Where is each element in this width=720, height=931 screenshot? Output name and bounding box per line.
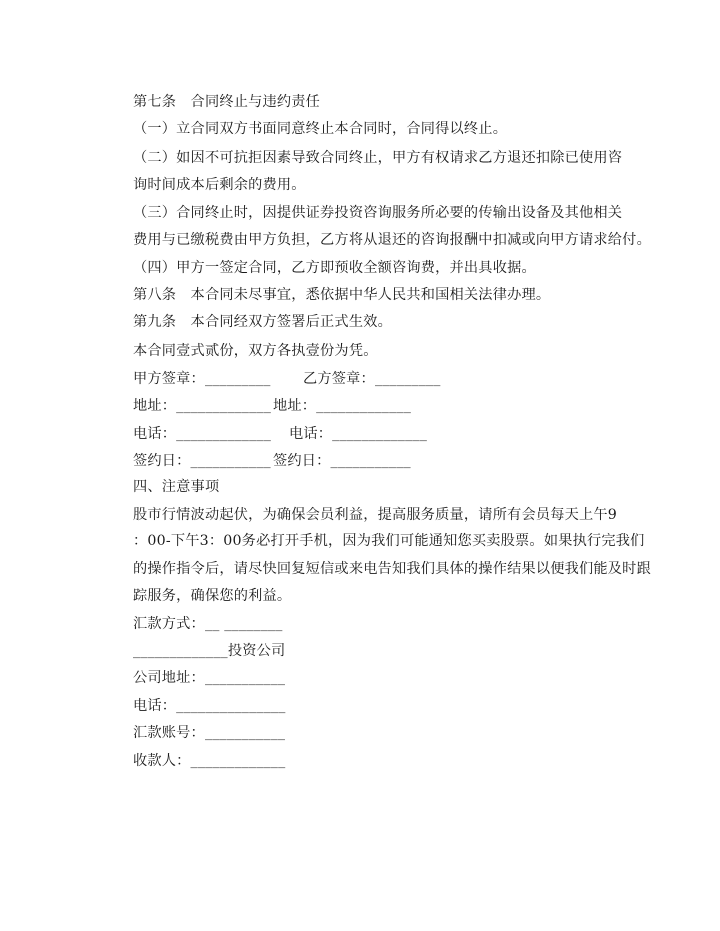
article7-item3-line2: 费用与已缴税费由甲方负担，乙方将从退还的咨询报酬中扣减或向甲方请求给付。 <box>133 232 651 248</box>
article7-item2-line1: （二）如因不可抗拒因素导致合同终止，甲方有权请求乙方退还扣除已使用咨 <box>133 150 623 166</box>
party-a-address: 地址：_____________ <box>133 398 271 414</box>
article9: 第九条 本合同经双方签署后正式生效。 <box>133 314 392 330</box>
notes-heading: 四、注意事项 <box>133 479 220 495</box>
article7-item1: （一）立合同双方书面同意终止本合同时，合同得以终止。 <box>133 121 508 137</box>
article7-item2-line2: 询时间成本后剩余的费用。 <box>133 177 306 193</box>
article7-item4: （四）甲方一签定合同，乙方即预收全额咨询费，并出具收据。 <box>133 260 536 276</box>
payment-company-address: 公司地址：___________ <box>133 670 286 686</box>
payment-method: 汇款方式：__ ________ <box>133 616 283 632</box>
party-b-sign-date: 签约日：___________ <box>273 453 411 469</box>
article7-item3-line1: （三）合同终止时，因提供证券投资咨询服务所必要的传输出设备及其他相关 <box>133 205 623 221</box>
notes-line4: 踪服务，确保您的利益。 <box>133 588 292 604</box>
article7-heading: 第七条 合同终止与违约责任 <box>133 94 321 110</box>
payment-account: 汇款账号：___________ <box>133 725 286 741</box>
payment-phone: 电话：_______________ <box>133 698 286 714</box>
copies-statement: 本合同壹式贰份，双方各执壹份为凭。 <box>133 343 378 359</box>
payment-company: _____________投资公司 <box>133 643 286 659</box>
party-a-signature: 甲方签章：_________ <box>133 371 271 387</box>
party-a-phone: 电话：_____________ <box>133 426 271 442</box>
article8: 第八条 本合同未尽事宜，悉依据中华人民共和国相关法律办理。 <box>133 287 551 303</box>
party-b-signature: 乙方签章：_________ <box>303 371 441 387</box>
notes-line2: ：00-下午3：00务必打开手机，因为我们可能通知您买卖股票。如果执行完我们 <box>133 533 645 549</box>
party-b-phone: 电话：_____________ <box>289 426 427 442</box>
payment-payee: 收款人：_____________ <box>133 753 286 769</box>
party-a-sign-date: 签约日：___________ <box>133 453 271 469</box>
notes-line1: 股市行情波动起伏，为确保会员利益，提高服务质量，请所有会员每天上午9 <box>133 507 618 523</box>
party-b-address: 地址：_____________ <box>273 398 411 414</box>
notes-line3: 的操作指令后，请尽快回复短信或来电告知我们具体的操作结果以便我们能及时跟 <box>133 561 651 577</box>
